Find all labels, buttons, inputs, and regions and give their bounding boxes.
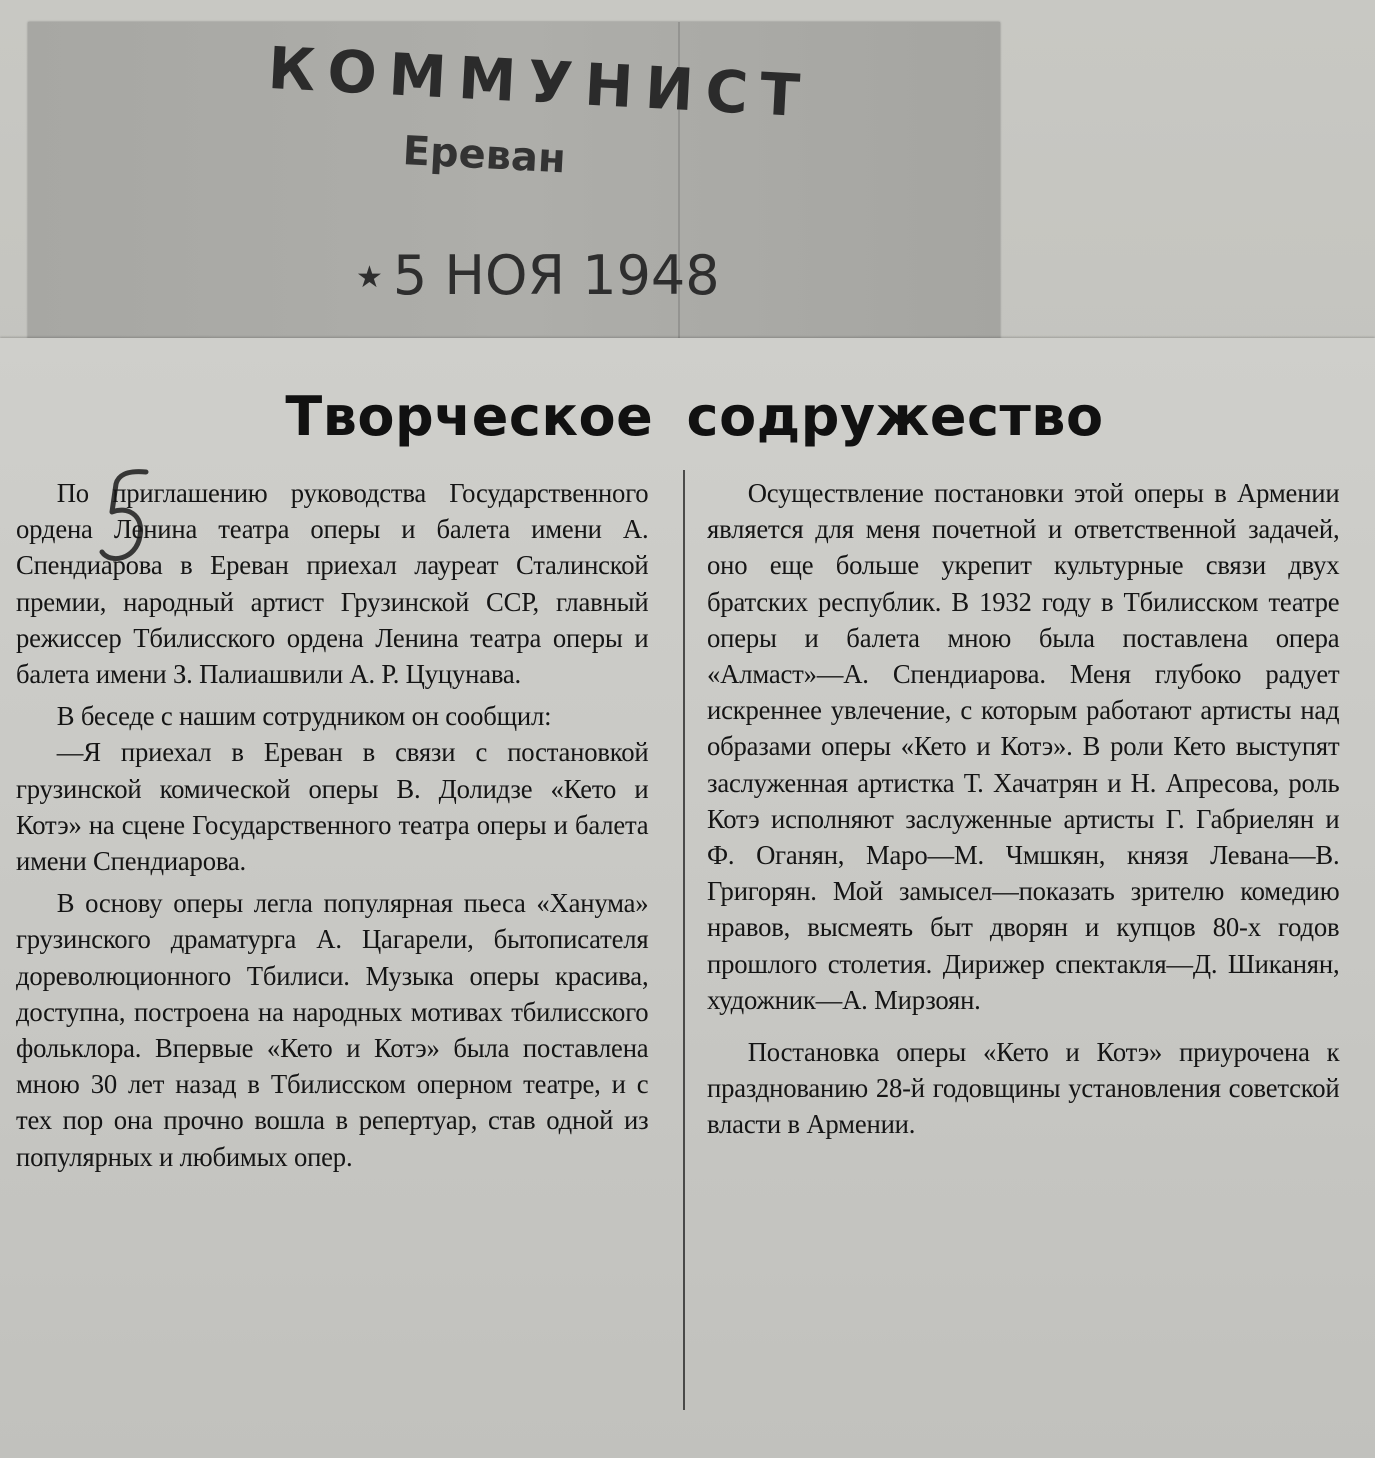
- paragraph: В основу оперы легла популярная пьеса «Ханума» грузинского драматурга А. Цагарели, бытописателя дореволюционного Тбилиси. Музыка оперы красива, доступна, построена на народных мотивах тбилисского фольклора. Впервые «Кето и Котэ» была поставлена мною 30 лет назад в Тбилисском оперном театре, и с тех пор она прочно вошла в репертуар, став одной из популярных и любимых опер.: [16, 887, 649, 1172]
- star-icon: ★: [356, 260, 383, 295]
- column-divider: [683, 470, 685, 1410]
- paragraph: Осуществление постановки этой оперы в Армении является для меня почетной и ответственной задачей, оно еще больше укрепит культурные связи двух братских республик. В 1932 году в Тбилисском театре оперы и балета мною была поставлена опера «Алмаст»—А. Спендиарова. Меня глубоко радует искреннее увлечение, с которым работают артисты над образами оперы «Кето и Котэ». В роли Кето выступят заслуженная артистка Т. Хачатрян и Н. Апресова, роль Котэ исполняют заслуженные артисты Г. Габриелян и Ф. Оганян, Маро—М. Чмшкян, князя Левана—В. Григорян. Мой замысел—показать зрителю комедию нравов, высмеять быт дворян и купцов 80-х годов прошлого столетия. Дирижер спектакля—Д. Шиканян, художник—А. Мирзоян.: [707, 477, 1340, 1015]
- stamp-date-line: [356, 244, 720, 307]
- paragraph: —Я приехал в Ереван в связи с постановкой грузинской комической оперы В. Долидзе «Кето и Котэ» на сцене Государственного театра оперы и балета имени Спендиарова.: [16, 736, 649, 877]
- article-right-column: [707, 475, 1359, 1143]
- article-left-column: [16, 475, 668, 1175]
- paragraph: Постановка оперы «Кето и Котэ» приурочена к празднованию 28-й годовщины установления советской власти в Армении.: [707, 1036, 1340, 1140]
- paragraph: По приглашению руководства Государственного ордена Ленина театра оперы и балета имени А. Спендиарова в Ереван приехал лауреат Сталинской премии, народный артист Грузинской ССР, главный режиссер Тбилисского ордена Ленина театра оперы и балета имени З. Палиашвили А. Р. Цуцунава.: [16, 477, 649, 690]
- stamp-newspaper-name: КОММУНИСТ: [266, 34, 814, 131]
- paragraph: В беседе с нашим сотрудником он сообщил:: [56, 700, 552, 732]
- stamp-date: 5 НОЯ 1948: [392, 244, 720, 307]
- stamp-city: Ереван: [401, 128, 567, 183]
- headline-text: Творческое содружество: [285, 385, 1104, 448]
- article-headline: [0, 385, 1375, 448]
